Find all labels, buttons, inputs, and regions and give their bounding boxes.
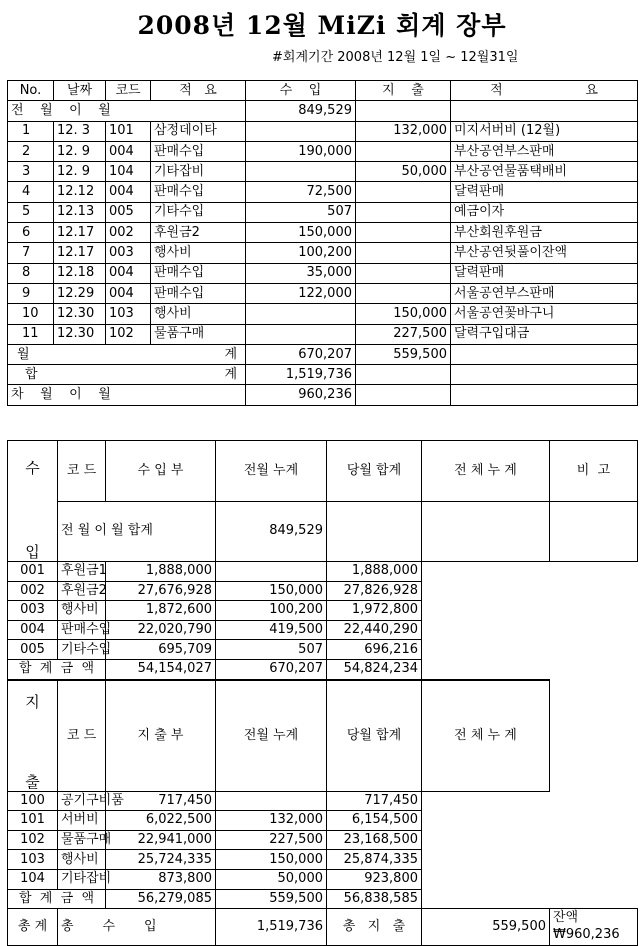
row-note: 서울공연부스판매 bbox=[451, 283, 638, 303]
row-desc: 후원금2 bbox=[151, 223, 246, 243]
prev-month-income: 849,529 bbox=[246, 101, 356, 121]
expense-code: 101 bbox=[8, 811, 58, 831]
balance-cell bbox=[550, 909, 638, 946]
row-code: 102 bbox=[106, 324, 151, 344]
row-expense bbox=[356, 182, 451, 202]
empty-cell bbox=[451, 101, 638, 121]
income-total: 1,888,000 bbox=[327, 562, 422, 582]
expense-name: 행사비 bbox=[58, 850, 106, 870]
expense-row bbox=[8, 869, 638, 889]
expense-prev: 25,724,335 bbox=[106, 850, 216, 870]
grand-income-label: 총 수 입 bbox=[58, 909, 216, 946]
expense-total: 6,154,500 bbox=[327, 811, 422, 831]
expense-total: 923,800 bbox=[327, 869, 422, 889]
header-note: 적 요 bbox=[451, 81, 638, 101]
income-prev: 1,888,000 bbox=[106, 562, 216, 582]
row-code: 103 bbox=[106, 304, 151, 324]
row-income: 72,500 bbox=[246, 182, 356, 202]
row-income bbox=[246, 304, 356, 324]
row-income: 35,000 bbox=[246, 263, 356, 283]
expense-total-month: 559,500 bbox=[216, 889, 327, 909]
expense-prev: 6,022,500 bbox=[106, 811, 216, 831]
expense-code: 103 bbox=[8, 850, 58, 870]
prev-month-label: 전 월 이 월 bbox=[8, 101, 246, 121]
row-desc: 기타잡비 bbox=[151, 162, 246, 182]
month-total-label bbox=[8, 344, 246, 364]
income-row bbox=[8, 640, 638, 660]
grand-income-value: 1,519,736 bbox=[216, 909, 327, 946]
income-name: 기타수입 bbox=[58, 640, 106, 660]
row-desc: 판매수입 bbox=[151, 283, 246, 303]
row-expense bbox=[356, 141, 451, 161]
income-total-total: 54,824,234 bbox=[327, 659, 422, 679]
ledger-row bbox=[8, 202, 638, 222]
empty-cell bbox=[422, 501, 550, 562]
expense-name: 기타잡비 bbox=[58, 869, 106, 889]
ledger-row bbox=[8, 263, 638, 283]
row-date: 12.13 bbox=[54, 202, 106, 222]
carry-over-income: 960,236 bbox=[246, 385, 356, 405]
row-code: 002 bbox=[106, 223, 151, 243]
row-no: 3 bbox=[8, 162, 54, 182]
row-date: 12.18 bbox=[54, 263, 106, 283]
ledger-row bbox=[8, 304, 638, 324]
sum-label-a: 합 bbox=[25, 366, 38, 382]
row-expense bbox=[356, 202, 451, 222]
income-category bbox=[8, 441, 58, 562]
row-code: 104 bbox=[106, 162, 151, 182]
row-income: 122,000 bbox=[246, 283, 356, 303]
expense-prev: 717,450 bbox=[106, 791, 216, 811]
income-total: 27,826,928 bbox=[327, 581, 422, 601]
expense-code: 104 bbox=[8, 869, 58, 889]
expense-row bbox=[8, 850, 638, 870]
header-no: No. bbox=[8, 81, 54, 101]
expense-name: 물품구매 bbox=[58, 830, 106, 850]
row-income bbox=[246, 162, 356, 182]
ledger-row bbox=[8, 121, 638, 141]
income-prev: 27,676,928 bbox=[106, 581, 216, 601]
row-expense bbox=[356, 283, 451, 303]
row-note: 예금이자 bbox=[451, 202, 638, 222]
income-row bbox=[8, 562, 638, 582]
income-code: 003 bbox=[8, 601, 58, 621]
ledger-row bbox=[8, 141, 638, 161]
row-no: 5 bbox=[8, 202, 54, 222]
expense-total-total: 56,838,585 bbox=[327, 889, 422, 909]
expense-prev: 873,800 bbox=[106, 869, 216, 889]
income-name: 행사비 bbox=[58, 601, 106, 621]
row-expense: 50,000 bbox=[356, 162, 451, 182]
income-code: 004 bbox=[8, 620, 58, 640]
income-prev: 695,709 bbox=[106, 640, 216, 660]
balance-label: 잔액 bbox=[553, 910, 579, 926]
empty-cell bbox=[356, 365, 451, 385]
income-category-a: 수 bbox=[25, 459, 40, 477]
grand-total-row bbox=[8, 909, 638, 946]
grand-expense-value: 559,500 bbox=[422, 909, 550, 946]
header-code: 코드 bbox=[106, 81, 151, 101]
row-no: 10 bbox=[8, 304, 54, 324]
expense-header-month: 당월 합계 bbox=[327, 680, 422, 792]
row-desc: 물품구매 bbox=[151, 324, 246, 344]
row-income: 150,000 bbox=[246, 223, 356, 243]
row-expense: 132,000 bbox=[356, 121, 451, 141]
row-date: 12.30 bbox=[54, 304, 106, 324]
income-name: 판매수입 bbox=[58, 620, 106, 640]
row-note: 미지서버비 (12월) bbox=[451, 121, 638, 141]
sum-income: 1,519,736 bbox=[246, 365, 356, 385]
income-month: 419,500 bbox=[216, 620, 327, 640]
expense-total-row bbox=[8, 889, 638, 909]
income-month: 507 bbox=[216, 640, 327, 660]
row-note: 부산공연뒷풀이잔액 bbox=[451, 243, 638, 263]
row-no: 7 bbox=[8, 243, 54, 263]
expense-month: 132,000 bbox=[216, 811, 327, 831]
row-desc: 기타수입 bbox=[151, 202, 246, 222]
expense-category bbox=[8, 680, 58, 792]
expense-code: 100 bbox=[8, 791, 58, 811]
carry-over-row bbox=[8, 385, 638, 405]
row-code: 004 bbox=[106, 283, 151, 303]
expense-header-row bbox=[8, 680, 638, 792]
row-no: 4 bbox=[8, 182, 54, 202]
income-header-prev: 전월 누계 bbox=[216, 441, 327, 502]
empty-cell bbox=[356, 385, 451, 405]
row-date: 12. 9 bbox=[54, 162, 106, 182]
ledger-row bbox=[8, 223, 638, 243]
expense-total: 23,168,500 bbox=[327, 830, 422, 850]
row-no: 2 bbox=[8, 141, 54, 161]
expense-category-b: 출 bbox=[25, 772, 40, 791]
expense-category-a: 지 bbox=[25, 692, 40, 711]
expense-total: 25,874,335 bbox=[327, 850, 422, 870]
row-note: 달력판매 bbox=[451, 182, 638, 202]
income-month: 150,000 bbox=[216, 581, 327, 601]
income-month: 100,200 bbox=[216, 601, 327, 621]
expense-total-prev: 56,279,085 bbox=[106, 889, 216, 909]
expense-month: 50,000 bbox=[216, 869, 327, 889]
sum-label bbox=[8, 365, 246, 385]
sum-label-b: 계 bbox=[224, 366, 237, 382]
income-month bbox=[216, 562, 327, 582]
income-code: 005 bbox=[8, 640, 58, 660]
income-header-month: 당월 합계 bbox=[327, 441, 422, 502]
month-total-row bbox=[8, 344, 638, 364]
income-row bbox=[8, 581, 638, 601]
grand-total-label: 총 계 bbox=[8, 909, 58, 946]
row-desc: 판매수입 bbox=[151, 141, 246, 161]
expense-header-name: 지 출 부 bbox=[106, 680, 216, 792]
ledger-header-row bbox=[8, 81, 638, 101]
income-header-total: 전 체 누 계 bbox=[422, 441, 550, 502]
income-header-remark: 비 고 bbox=[550, 441, 638, 502]
row-income: 100,200 bbox=[246, 243, 356, 263]
expense-month bbox=[216, 791, 327, 811]
balance-value: ₩960,236 bbox=[553, 927, 620, 943]
expense-row bbox=[8, 830, 638, 850]
ledger-row bbox=[8, 283, 638, 303]
income-total-prev: 54,154,027 bbox=[106, 659, 216, 679]
row-desc: 판매수입 bbox=[151, 263, 246, 283]
row-no: 6 bbox=[8, 223, 54, 243]
row-note: 달력구입대금 bbox=[451, 324, 638, 344]
row-date: 12.30 bbox=[54, 324, 106, 344]
row-expense: 150,000 bbox=[356, 304, 451, 324]
row-note: 서울공연꽃바구니 bbox=[451, 304, 638, 324]
income-prev: 22,020,790 bbox=[106, 620, 216, 640]
header-income: 수 입 bbox=[246, 81, 356, 101]
ledger-row bbox=[8, 324, 638, 344]
header-date: 날짜 bbox=[54, 81, 106, 101]
row-no: 11 bbox=[8, 324, 54, 344]
row-expense bbox=[356, 263, 451, 283]
month-total-label-a: 월 bbox=[17, 346, 30, 362]
ledger-table bbox=[7, 80, 638, 406]
row-code: 101 bbox=[106, 121, 151, 141]
row-date: 12. 3 bbox=[54, 121, 106, 141]
row-expense bbox=[356, 243, 451, 263]
accounting-period: #회계기간 2008년 12월 1일 ~ 12월31일 bbox=[272, 50, 519, 65]
month-total-expense: 559,500 bbox=[356, 344, 451, 364]
row-no: 1 bbox=[8, 121, 54, 141]
row-note: 부산공연물품택배비 bbox=[451, 162, 638, 182]
income-total: 1,972,800 bbox=[327, 601, 422, 621]
row-date: 12. 9 bbox=[54, 141, 106, 161]
empty-cell bbox=[451, 365, 638, 385]
ledger-row bbox=[8, 182, 638, 202]
prev-total-value: 849,529 bbox=[216, 501, 327, 562]
income-row bbox=[8, 620, 638, 640]
row-code: 004 bbox=[106, 263, 151, 283]
row-date: 12.17 bbox=[54, 223, 106, 243]
row-note: 부산공연부스판매 bbox=[451, 141, 638, 161]
row-date: 12.17 bbox=[54, 243, 106, 263]
row-code: 004 bbox=[106, 141, 151, 161]
income-category-b: 입 bbox=[25, 543, 40, 561]
row-desc: 판매수입 bbox=[151, 182, 246, 202]
income-name: 후원금1 bbox=[58, 562, 106, 582]
income-header-name: 수 입 부 bbox=[106, 441, 216, 502]
row-desc: 행사비 bbox=[151, 304, 246, 324]
row-desc: 행사비 bbox=[151, 243, 246, 263]
expense-prev: 22,941,000 bbox=[106, 830, 216, 850]
prev-total-label: 전 월 이 월 합계 bbox=[58, 501, 216, 562]
income-header-code: 코 드 bbox=[58, 441, 106, 502]
expense-row bbox=[8, 791, 638, 811]
grand-expense-label: 총 지 출 bbox=[327, 909, 422, 946]
row-note: 부산회원후원금 bbox=[451, 223, 638, 243]
expense-month: 227,500 bbox=[216, 830, 327, 850]
income-name: 후원금2 bbox=[58, 581, 106, 601]
expense-code: 102 bbox=[8, 830, 58, 850]
income-total: 696,216 bbox=[327, 640, 422, 660]
row-note: 달력판매 bbox=[451, 263, 638, 283]
row-income bbox=[246, 324, 356, 344]
empty-cell bbox=[356, 101, 451, 121]
row-code: 005 bbox=[106, 202, 151, 222]
row-expense: 227,500 bbox=[356, 324, 451, 344]
header-expense: 지 출 bbox=[356, 81, 451, 101]
income-total-month: 670,207 bbox=[216, 659, 327, 679]
income-total: 22,440,290 bbox=[327, 620, 422, 640]
row-date: 12.29 bbox=[54, 283, 106, 303]
row-code: 003 bbox=[106, 243, 151, 263]
ledger-row bbox=[8, 243, 638, 263]
row-desc: 삼정데이타 bbox=[151, 121, 246, 141]
month-total-label-b: 계 bbox=[224, 346, 237, 362]
carry-over-label: 차 월 이 월 bbox=[8, 385, 246, 405]
expense-name: 서버비 bbox=[58, 811, 106, 831]
income-header-row bbox=[8, 441, 638, 502]
prev-month-row bbox=[8, 101, 638, 121]
income-code: 001 bbox=[8, 562, 58, 582]
empty-cell bbox=[451, 385, 638, 405]
expense-total-label: 합 계 금 액 bbox=[8, 889, 106, 909]
income-row bbox=[8, 601, 638, 621]
row-date: 12.12 bbox=[54, 182, 106, 202]
prev-total-row bbox=[8, 501, 638, 562]
expense-month: 150,000 bbox=[216, 850, 327, 870]
empty-cell bbox=[327, 501, 422, 562]
expense-header-total: 전 체 누 계 bbox=[422, 680, 550, 792]
empty-cell bbox=[451, 344, 638, 364]
remark-cell bbox=[550, 501, 638, 562]
row-income bbox=[246, 121, 356, 141]
row-income: 507 bbox=[246, 202, 356, 222]
header-desc: 적 요 bbox=[151, 81, 246, 101]
row-no: 8 bbox=[8, 263, 54, 283]
month-total-income: 670,207 bbox=[246, 344, 356, 364]
expense-total: 717,450 bbox=[327, 791, 422, 811]
expense-header-prev: 전월 누계 bbox=[216, 680, 327, 792]
sum-row bbox=[8, 365, 638, 385]
row-income: 190,000 bbox=[246, 141, 356, 161]
summary-table bbox=[7, 440, 638, 946]
ledger-row bbox=[8, 162, 638, 182]
income-total-row bbox=[8, 659, 638, 679]
expense-row bbox=[8, 811, 638, 831]
row-expense bbox=[356, 223, 451, 243]
expense-header-code: 코 드 bbox=[58, 680, 106, 792]
income-prev: 1,872,600 bbox=[106, 601, 216, 621]
income-code: 002 bbox=[8, 581, 58, 601]
income-total-label: 합 계 금 액 bbox=[8, 659, 106, 679]
row-no: 9 bbox=[8, 283, 54, 303]
row-code: 004 bbox=[106, 182, 151, 202]
page-title: 2008년 12월 MiZi 회계 장부 bbox=[137, 11, 507, 40]
expense-name: 공기구비품 bbox=[58, 791, 106, 811]
